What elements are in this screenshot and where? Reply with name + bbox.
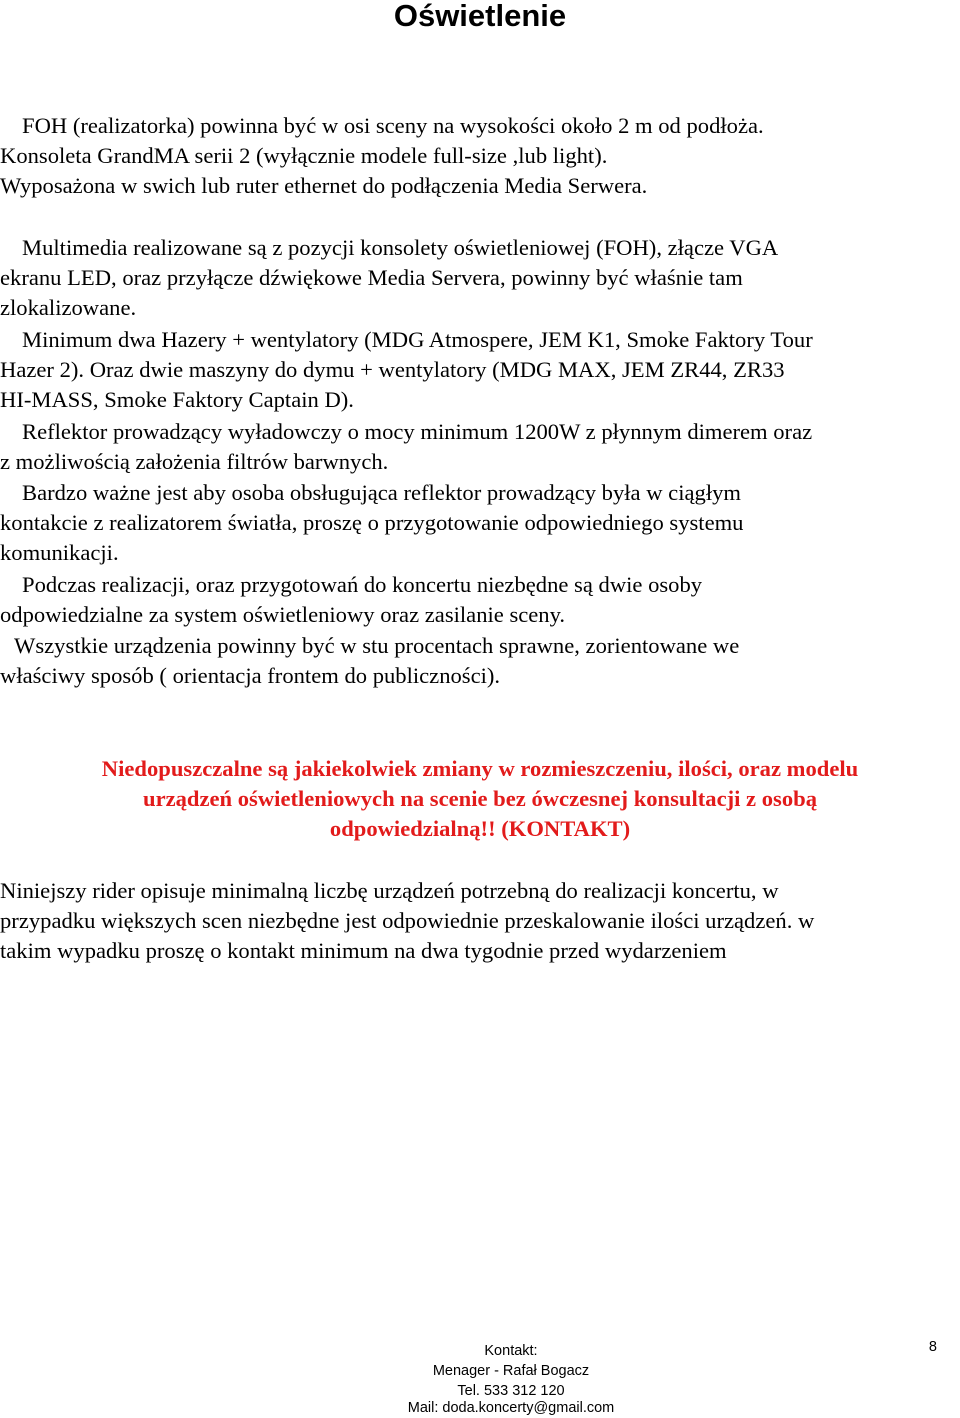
- text-line: Niniejszy rider opisuje minimalną liczbę urządzeń potrzebną do realizacji koncertu, w: [0, 878, 779, 903]
- text-line: komunikacji.: [0, 540, 119, 565]
- footer-manager: Menager - Rafał Bogacz: [432, 1363, 590, 1379]
- text-line: Multimedia realizowane są z pozycji konsolety oświetleniowej (FOH), złącze VGA: [22, 235, 779, 260]
- text-line: HI-MASS, Smoke Faktory Captain D).: [0, 387, 354, 412]
- text-line: Konsoleta GrandMA serii 2 (wyłącznie modele full-size ,lub light).: [0, 143, 608, 168]
- warning-line: urządzeń oświetleniowych na scenie bez ówczesnej konsultacji z osobą: [143, 786, 817, 811]
- page-title: Oświetlenie: [393, 0, 567, 33]
- warning-line: Niedopuszczalne są jakiekolwiek zmiany w rozmieszczeniu, ilości, oraz modelu: [101, 756, 859, 781]
- text-line: zlokalizowane.: [0, 295, 137, 320]
- text-line: Podczas realizacji, oraz przygotowań do koncertu niezbędne są dwie osoby: [22, 572, 703, 597]
- text-line: Wszystkie urządzenia powinny być w stu procentach sprawne, zorientowane we: [14, 633, 740, 658]
- footer-phone: Tel. 533 312 120: [457, 1383, 565, 1399]
- text-line: Bardzo ważne jest aby osoba obsługująca reflektor prowadzący była w ciągłym: [22, 480, 741, 505]
- text-line: Hazer 2). Oraz dwie maszyny do dymu + wentylatory (MDG MAX, JEM ZR44, ZR33: [0, 357, 785, 382]
- text-line: FOH (realizatorka) powinna być w osi sceny na wysokości około 2 m od podłoża.: [22, 113, 764, 138]
- text-line: Reflektor prowadzący wyładowczy o mocy minimum 1200W z płynnym dimerem oraz: [22, 419, 813, 444]
- text-line: przypadku większych scen niezbędne jest odpowiednie przeskalowanie ilości urządzeń. w: [0, 908, 815, 933]
- page-number: 8: [928, 1339, 937, 1355]
- text-line: Wyposażona w swich lub ruter ethernet do podłączenia Media Serwera.: [0, 173, 648, 198]
- footer-label: Kontakt:: [484, 1343, 538, 1359]
- footer-mail: Mail: doda.koncerty@gmail.com: [407, 1400, 615, 1416]
- text-line: odpowiedzialne za system oświetleniowy oraz zasilanie sceny.: [0, 602, 566, 627]
- warning-line: odpowiedzialną!! (KONTAKT): [329, 816, 631, 841]
- text-line: właściwy sposób ( orientacja frontem do publiczności).: [0, 663, 501, 688]
- text-line: ekranu LED, oraz przyłącze dźwiękowe Media Servera, powinny być właśnie tam: [0, 265, 743, 290]
- text-line: kontakcie z realizatorem światła, proszę o przygotowanie odpowiedniego systemu: [0, 510, 744, 535]
- text-line: Minimum dwa Hazery + wentylatory (MDG Atmospere, JEM K1, Smoke Faktory Tour: [22, 327, 813, 352]
- text-line: takim wypadku proszę o kontakt minimum na dwa tygodnie przed wydarzeniem: [0, 938, 727, 963]
- text-line: z możliwością założenia filtrów barwnych.: [0, 449, 389, 474]
